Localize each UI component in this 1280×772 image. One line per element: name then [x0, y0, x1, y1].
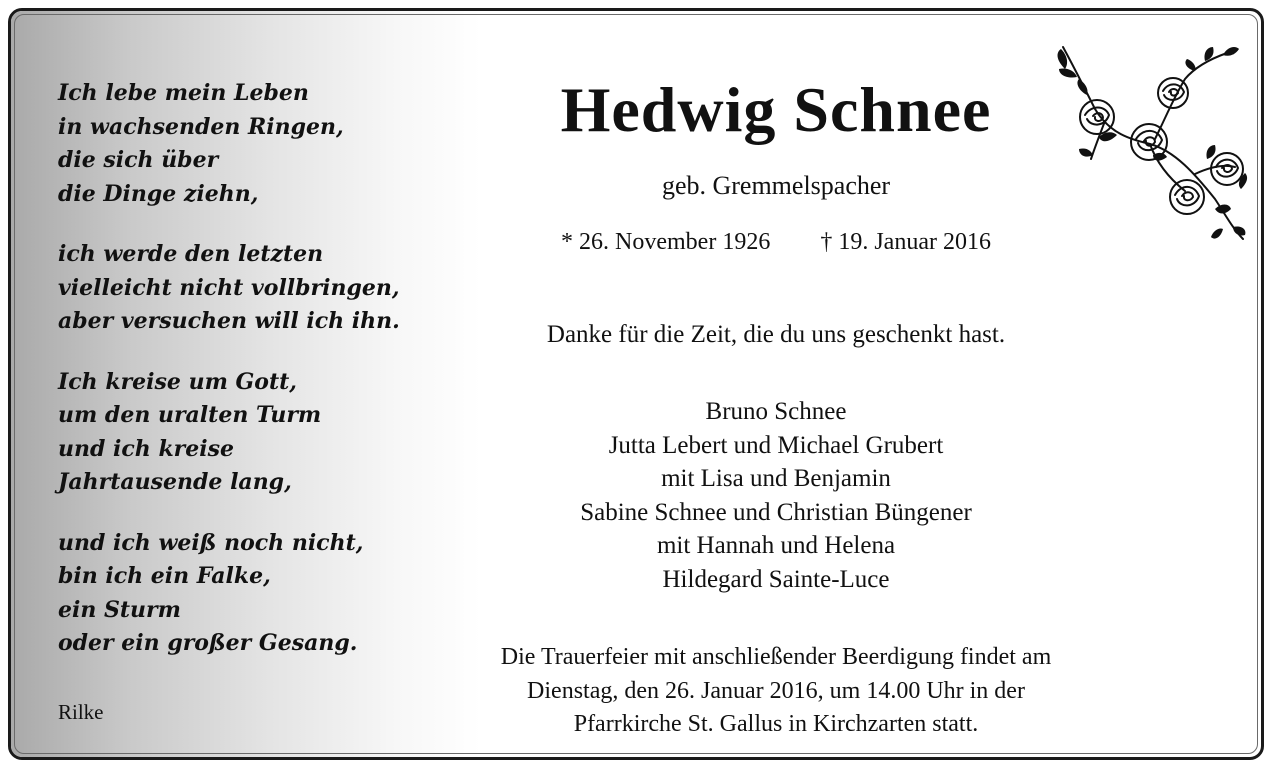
- funeral-line: Die Trauerfeier mit anschließender Beerdigung findet am: [500, 644, 1052, 670]
- death-date: † 19. Januar 2016: [820, 229, 991, 255]
- poem-line: die Dinge ziehn,: [58, 180, 259, 207]
- funeral-info: [451, 641, 1101, 742]
- poem-line: ein Sturm: [58, 596, 181, 623]
- poem-stanza: [58, 77, 400, 211]
- poem-line: bin ich ein Falke,: [58, 563, 271, 589]
- poem-author: Rilke: [58, 700, 104, 724]
- poem-line: die sich über: [58, 147, 219, 173]
- family-member: Sabine Schnee und Christian Büngener: [580, 498, 972, 526]
- family-member: mit Lisa und Benjamin: [661, 465, 891, 493]
- poem-line: in wachsenden Ringen,: [58, 113, 344, 140]
- poem-stanza: [58, 238, 400, 339]
- roses-icon: [1045, 39, 1250, 247]
- poem: [58, 77, 400, 688]
- poem-line: Ich kreise um Gott,: [58, 368, 297, 395]
- poem-line: aber versuchen will ich ihn.: [58, 308, 400, 334]
- poem-stanza: [58, 366, 400, 500]
- deceased-name: Hedwig Schnee: [560, 74, 992, 145]
- family-member: Bruno Schnee: [705, 398, 847, 425]
- poem-line: oder ein großer Gesang.: [58, 630, 358, 656]
- funeral-line: Pfarrkirche St. Gallus in Kirchzarten statt.: [573, 711, 979, 737]
- family-member: Hildegard Sainte-Luce: [662, 565, 890, 593]
- family-list: [451, 395, 1101, 597]
- family-member: mit Hannah und Helena: [656, 532, 896, 560]
- main-content: [451, 11, 1101, 757]
- family-member: Jutta Lebert und Michael Grubert: [608, 431, 944, 459]
- poem-line: und ich kreise: [58, 435, 235, 462]
- poem-stanza: [58, 527, 400, 661]
- life-dates: [451, 229, 1101, 256]
- birth-date: * 26. November 1926: [561, 229, 771, 255]
- poem-line: vielleicht nicht vollbringen,: [58, 274, 400, 301]
- poem-line: und ich weiß noch nicht,: [58, 529, 364, 556]
- poem-line: Jahrtausende lang,: [58, 469, 292, 495]
- maiden-name: geb. Gremmelspacher: [661, 171, 891, 200]
- funeral-line: Dienstag, den 26. Januar 2016, um 14.00 Uhr in der: [527, 677, 1025, 704]
- poem-line: um den uralten Turm: [58, 402, 322, 428]
- obituary-notice: [8, 8, 1264, 760]
- poem-line: Ich lebe mein Leben: [58, 80, 309, 106]
- poem-line: ich werde den letzten: [58, 241, 324, 267]
- thanks-line: Danke für die Zeit, die du uns geschenkt hast.: [546, 321, 1006, 348]
